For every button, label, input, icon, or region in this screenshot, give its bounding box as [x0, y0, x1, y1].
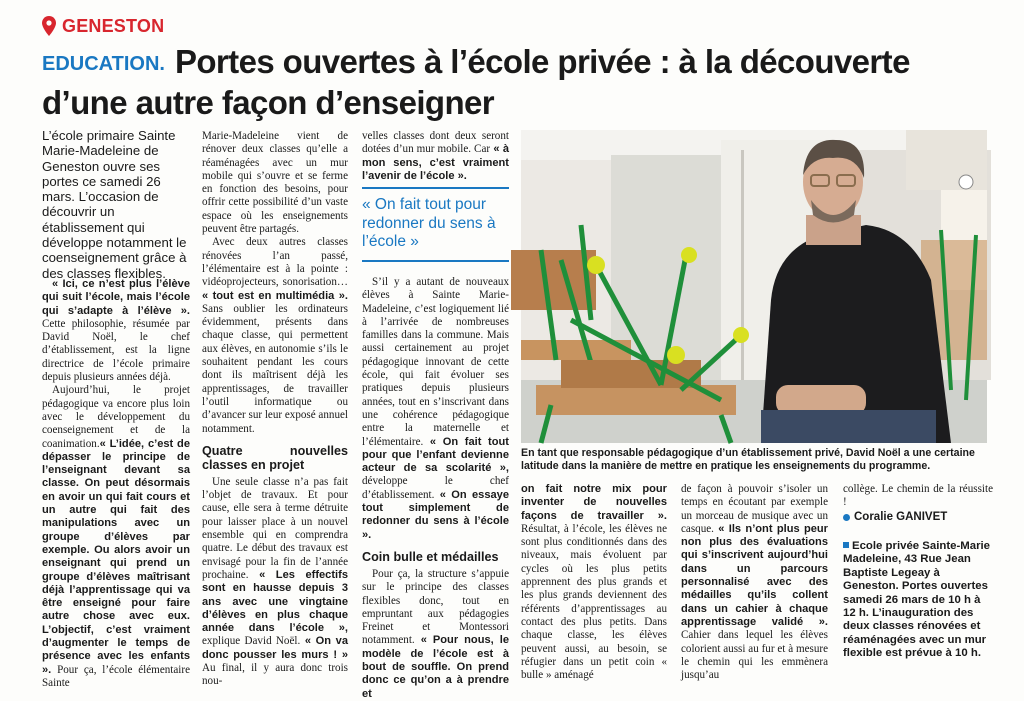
location-tag — [42, 14, 164, 38]
headline-text: Portes ouvertes à l’école privée : à la découverte d’une autre façon d’enseigner — [42, 43, 910, 121]
practical-info-text: Ecole privée Sainte-Marie Madeleine, 43 Rue Jean Baptiste Legeay à Geneston. Portes ouvertes samedi 26 mars de 10 h à 12 h. L’inauguration des deux classes rénovées et réaménagées avec un mur flexible est prévue à 10 h. — [843, 540, 991, 660]
pull-quote: « On fait tout pour redonner du sens à l’école » — [362, 187, 509, 262]
col2-paragraph-2: Avec deux autres classes rénovées l’an passé, l’élémentaire est à la pointe : vidéoprojecteurs, sonorisation… « tout est en multimédia ». Sans oublier les ordinateurs évidemment, présents dans chaque classe, qui permettent aux élèves, en autonomie s’ils le souhaitent pendant les cours dont ils maîtrisent déjà les apprentissages, de travailler l’outil informatique ou d’avancer sur leur exposé annuel notamment. — [202, 236, 349, 435]
column-2 — [202, 130, 348, 689]
col6-paragraph-1: collège. Le chemin de la réussite ! — [843, 483, 993, 509]
column-3-bottom — [362, 276, 509, 701]
column-4 — [521, 483, 667, 682]
author-signature — [843, 511, 947, 523]
location-label: GENESTON — [62, 15, 165, 36]
bullet-dot-icon — [843, 514, 850, 521]
col1-paragraph-1: « Ici, ce n’est plus l’élève qui suit l’école, mais l’école qui s’adapte à l’élève ». Cette philosophie, résumée par David Noël, le chef d’établissement, est la ligne directrice de l’école primaire depuis plusieurs années déjà. — [42, 278, 190, 384]
column-5 — [681, 483, 828, 682]
headline — [42, 44, 1002, 121]
bullet-square-icon — [843, 542, 849, 548]
column-6 — [843, 483, 993, 510]
col1-paragraph-2: Aujourd’hui, le projet pédagogique va encore plus loin avec le développement du coenseignement et de la coanimation.« L’idée, c’est de dépasser le principe de l’enseignant devant sa classe. On peut désormais en avoir un qui fait cours et un autre qui fait des manipulations avec un groupe d’élèves par exemple. Ou alors avoir un enseignant qui prend un groupe d’élèves maîtrisant déjà l’apprentissage qui va être enseigné pour faire autre chose avec eux. L’objectif, c’est vraiment d’augmenter le temps de présence avec les enfants ». Pour ça, l’école élémentaire Sainte — [42, 384, 190, 689]
subhead-coin-bulle: Coin bulle et médailles — [362, 549, 499, 564]
col2-paragraph-3: Une seule classe n’a pas fait l’objet de travaux. Et pour cause, elle sera à terme détruite pour laisser place à un nouvel ensemble qui en comprendra quatre. Le début des travaux est envisagé pour la fin de l’année prochaine. « Les effectifs sont en hausse depuis 3 ans avec une vingtaine d’élèves en plus chaque année dans l’école », explique David Noël. « On va donc pousser les murs ! » Au final, il y aura donc trois nou- — [202, 475, 348, 688]
col3-paragraph-2: S’il y a autant de nouveaux élèves à Sainte Marie-Madeleine, c’est logiquement lié à l’arrivée de nombreuses familles dans la commune. Mais aussi certainement au projet pédagogique innovant de cette école, qui fait évoluer ses pratiques depuis plusieurs années, tout en s’inscrivant dans une cohérence pédagogique entre la maternelle et l’élémentaire. « On fait tout pour que l’enfant devienne acteur de sa scolarité », développe le chef d’établissement. « On essaye tout simplement de redonner du sens à l’école ». — [362, 276, 509, 541]
lead-paragraph: L’école primaire Sainte Marie-Madeleine de Geneston ouvre ses portes ce samedi 26 mars. L’occasion de découvrir un établissement qui développe notamment le coenseignement grâce à des classes flexibles. — [42, 128, 187, 281]
author-name: Coralie GANIVET — [854, 511, 948, 523]
classroom-photo-illustration — [521, 130, 987, 443]
col2-paragraph-1: Marie-Madeleine vient de rénover deux classes qu’elle a réaménagées avec un mur mobile qui s’ouvre et se ferme en fonction des besoins, pour offrir cette possibilité d’un vaste espace où les enseignements peuvent être partagés. — [202, 130, 348, 236]
col3-paragraph-3: Pour ça, la structure s’appuie sur le principe des classes flexibles donc, tout en empruntant aux pédagogies Freinet et Montessori notamment. « Pour nous, le modèle de l’école est à bout de souffle. On prend donc ce qu’on a à prendre et — [362, 567, 509, 700]
map-pin-icon — [42, 16, 56, 36]
col4-paragraph-1: on fait notre mix pour inventer de nouvelles façons de travailler ». Résultat, à l’école, les élèves ne sont plus conditionnés dans des niveaux, mais évoluent par cycles où les plus petits apprennent des plus grands et les plus grands deviennent des référents d’apprentissages au contact des plus petits. Dans chaque classe, les élèves peuvent aussi, au besoin, se réfugier dans un petit coin « bulle » aménagé — [521, 483, 667, 682]
column-3-top — [362, 130, 509, 183]
photo-caption: En tant que responsable pédagogique d’un établissement privé, David Noël a une certaine latitude dans la manière de mettre en pratique les enseignements du programme. — [521, 447, 975, 472]
col3-paragraph-1: velles classes dont deux seront dotées d’un mur mobile. Car « à mon sens, c’est vraiment l’avenir de l’école ». — [362, 130, 509, 182]
subhead-quatre-classes: Quatre nouvelles classes en projet — [202, 443, 348, 472]
col5-paragraph-1: de façon à pouvoir s’isoler un temps en écoutant par exemple un morceau de musique avec un casque. « Ils n’ont plus peur non plus des évaluations qui s’inscrivent aujourd’hui dans un parcours personnalisé avec des médailles qu’ils collent dans un cahier à chaque apprentissage validé ». Cahier dans lequel les élèves colorient aussi au fur et à mesure le chemin qui les emmènera jusqu’au — [681, 483, 828, 682]
rubric-label: EDUCATION. — [42, 53, 165, 75]
practical-info — [843, 540, 993, 661]
article-photo — [521, 130, 987, 443]
column-1 — [42, 278, 190, 690]
